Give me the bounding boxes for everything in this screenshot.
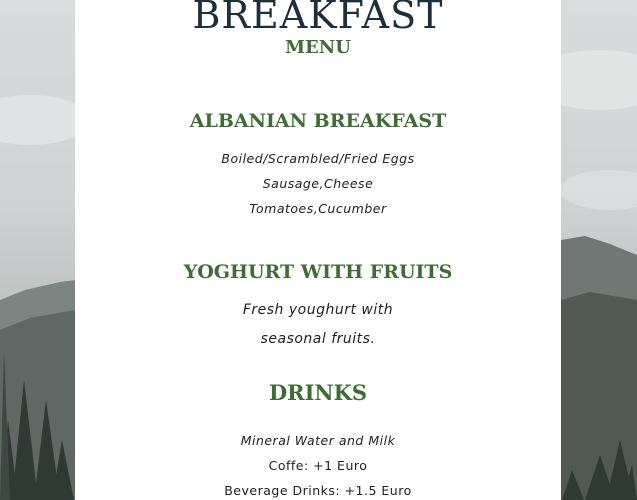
menu-item-line: Fresh youghurt with <box>242 302 394 318</box>
menu-item-line: Boiled/Scrambled/Fried Eggs <box>221 151 415 166</box>
menu-item-line: Coffe: +1 Euro <box>268 458 368 473</box>
menu-item-line: Sausage,Cheese <box>262 176 374 191</box>
section-heading-yoghurt: YOGHURT WITH FRUITS <box>183 261 453 283</box>
menu-item-line: Beverage Drinks: +1.5 Euro <box>224 483 412 498</box>
menu-subtitle: MENU <box>285 37 351 58</box>
section-heading-albanian-breakfast: ALBANIAN BREAKFAST <box>189 110 447 132</box>
section-heading-drinks: DRINKS <box>268 380 368 405</box>
menu-card <box>75 0 561 500</box>
menu-item-line: Mineral Water and Milk <box>240 433 396 448</box>
menu-item-line: seasonal fruits. <box>260 331 376 347</box>
menu-title: BREAKFAST <box>192 0 444 37</box>
menu-item-line: Tomatoes,Cucumber <box>249 201 387 216</box>
